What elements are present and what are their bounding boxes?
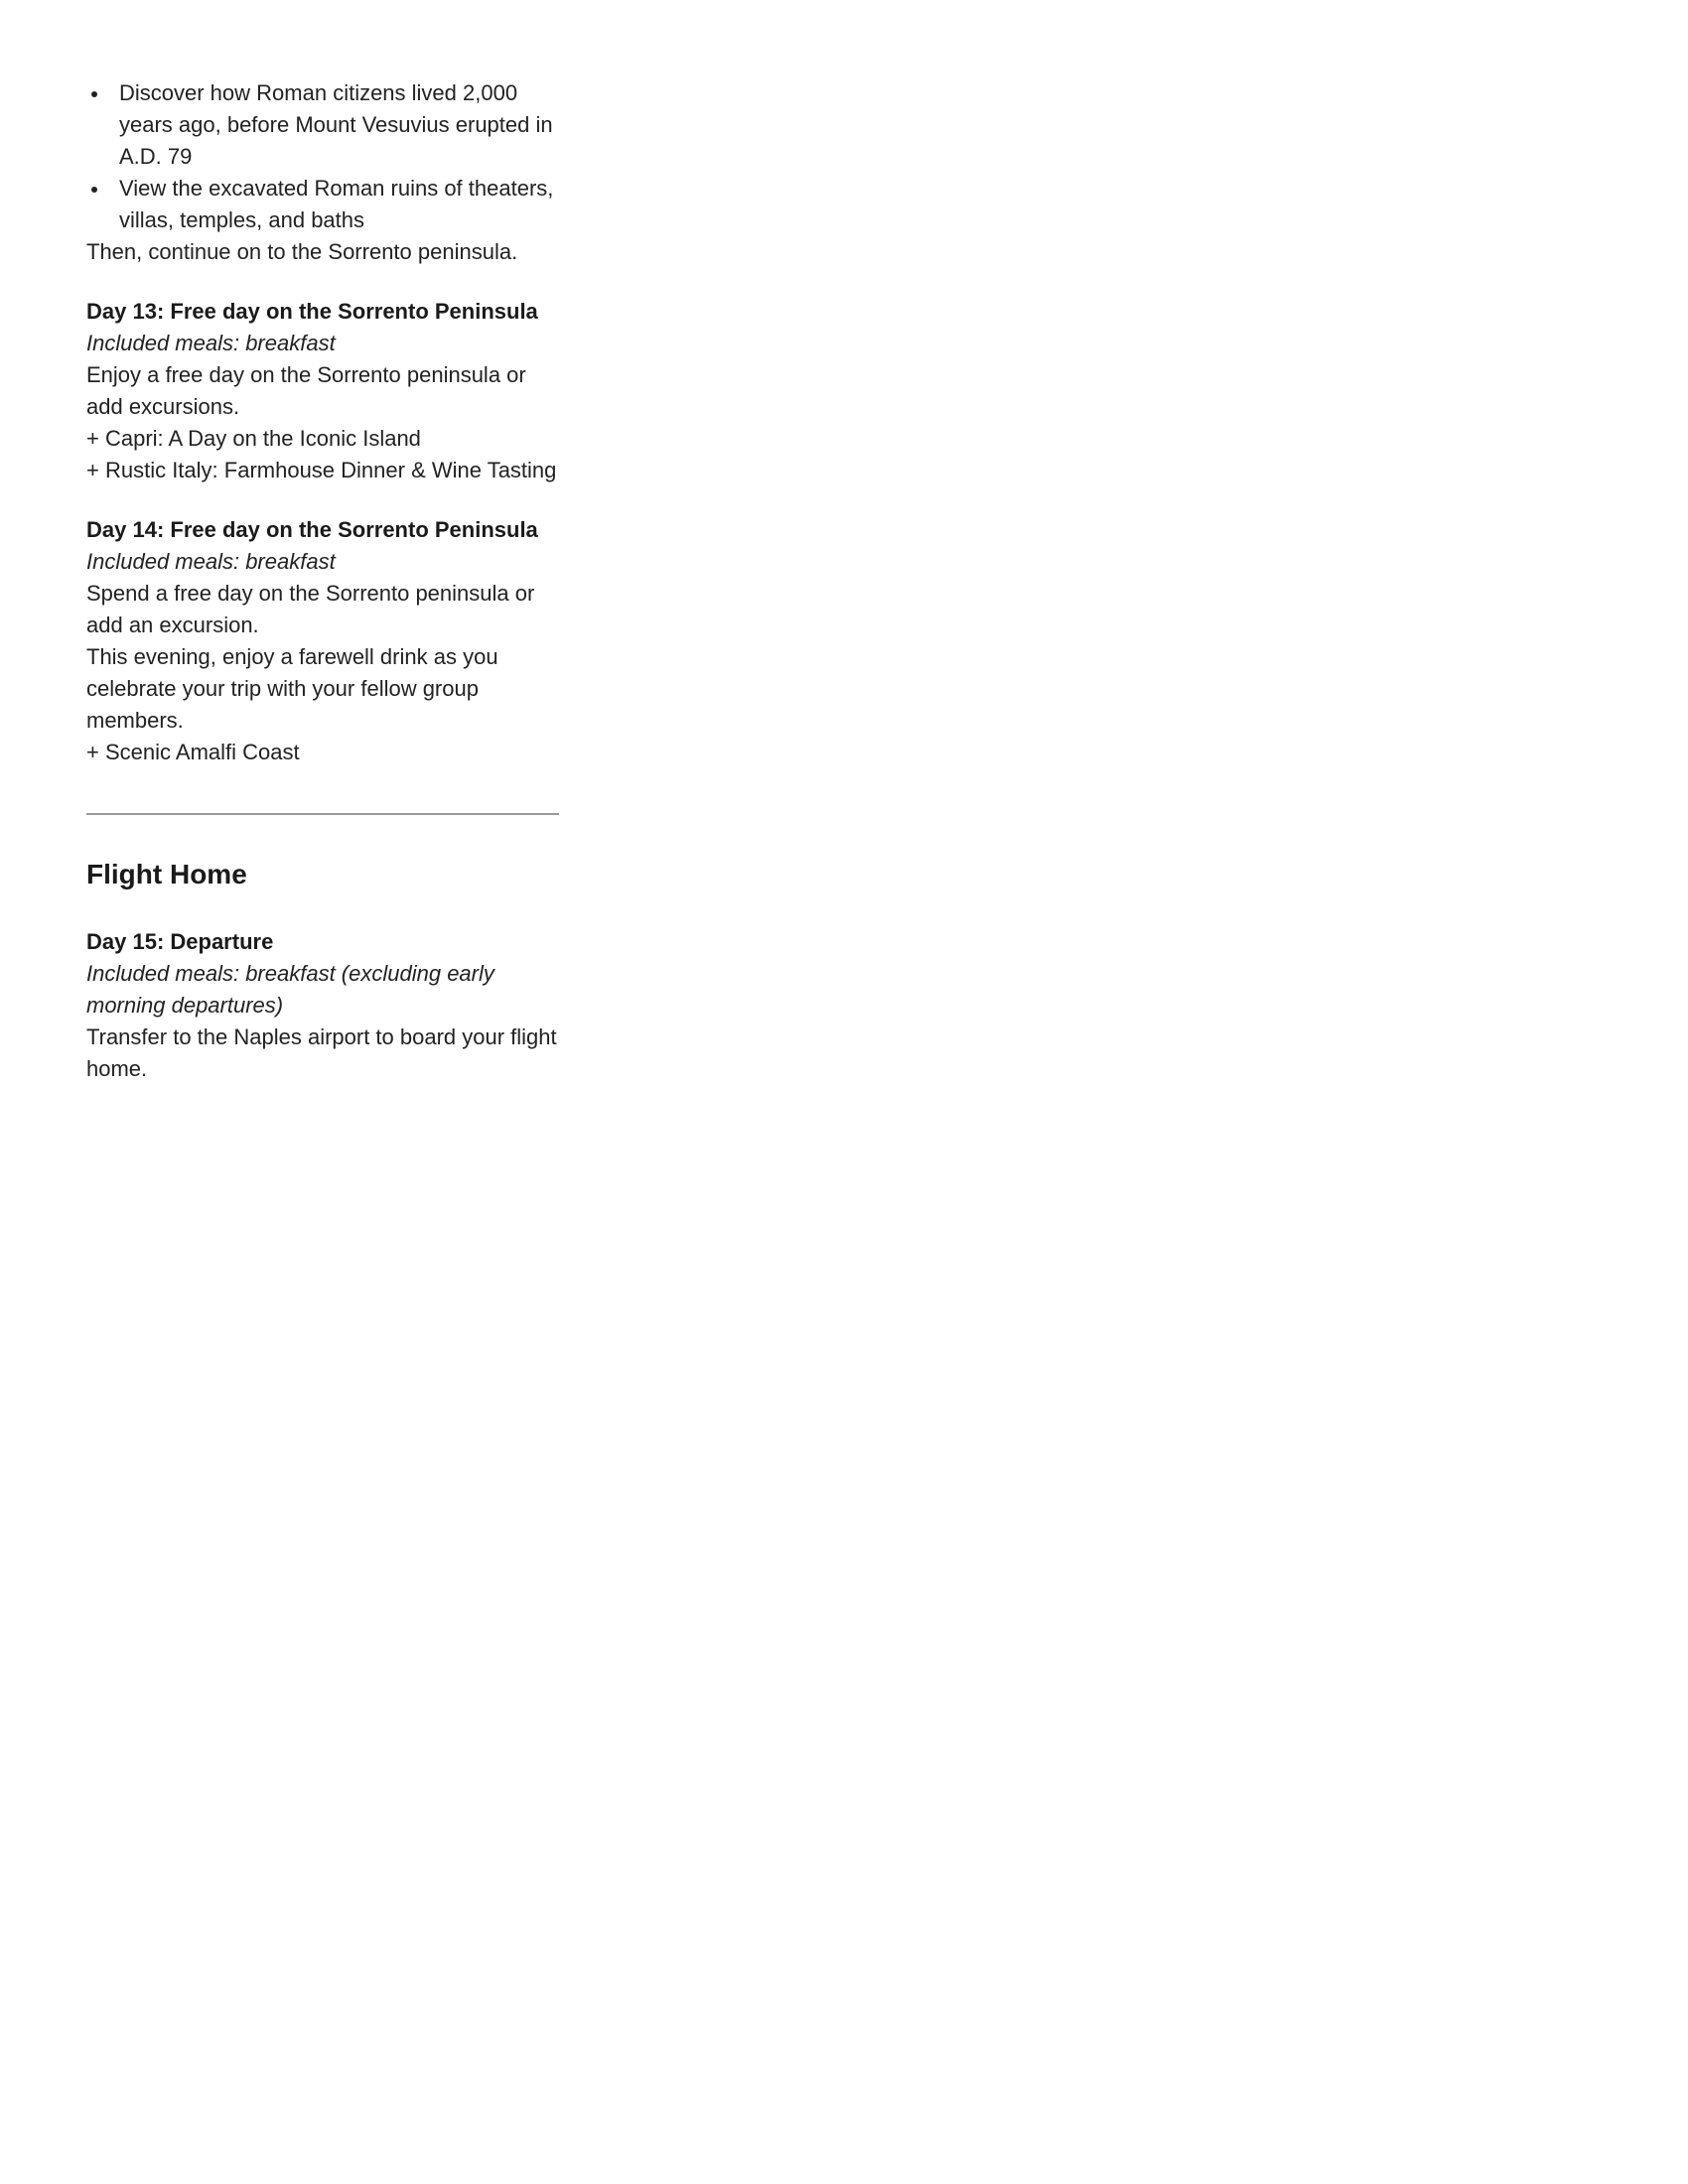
flight-home-heading: Flight Home [86,859,247,889]
bullet-icon [91,91,97,97]
itinerary-content [86,77,559,1085]
day-13-meals: Included meals: breakfast [86,331,336,355]
excursion-item: + Capri: A Day on the Iconic Island [86,426,421,451]
day-13-title: Day 13: Free day on the Sorrento Peninsula [86,299,538,324]
day-15-section [86,926,559,1085]
day-15-description: Transfer to the Naples airport to board your flight home. [86,1024,557,1081]
highlights-list [86,77,559,236]
list-item-text: Discover how Roman citizens lived 2,000 years ago, before Mount Vesuvius erupted in A.D. 79 [119,80,553,169]
day-14-description: Spend a free day on the Sorrento peninsula or add an excursion. [86,581,535,637]
excursion-item: + Scenic Amalfi Coast [86,740,300,764]
day-13-section [86,296,559,486]
day-14-section [86,514,559,768]
excursion-item: + Rustic Italy: Farmhouse Dinner & Wine Tasting [86,458,557,482]
day-14-evening: This evening, enjoy a farewell drink as you celebrate your trip with your fellow group members. [86,644,498,733]
day-14-meals: Included meals: breakfast [86,549,336,574]
list-item [86,77,559,173]
intro-closing-text: Then, continue on to the Sorrento peninsula. [86,239,518,264]
list-item [86,173,559,236]
day-15-title: Day 15: Departure [86,929,274,954]
day-13-description: Enjoy a free day on the Sorrento peninsula or add excursions. [86,362,526,419]
day-14-title: Day 14: Free day on the Sorrento Peninsula [86,517,538,542]
day-15-meals: Included meals: breakfast (excluding early morning departures) [86,961,494,1018]
section-divider [86,813,559,815]
bullet-icon [91,187,97,193]
list-item-text: View the excavated Roman ruins of theaters, villas, temples, and baths [119,176,554,232]
